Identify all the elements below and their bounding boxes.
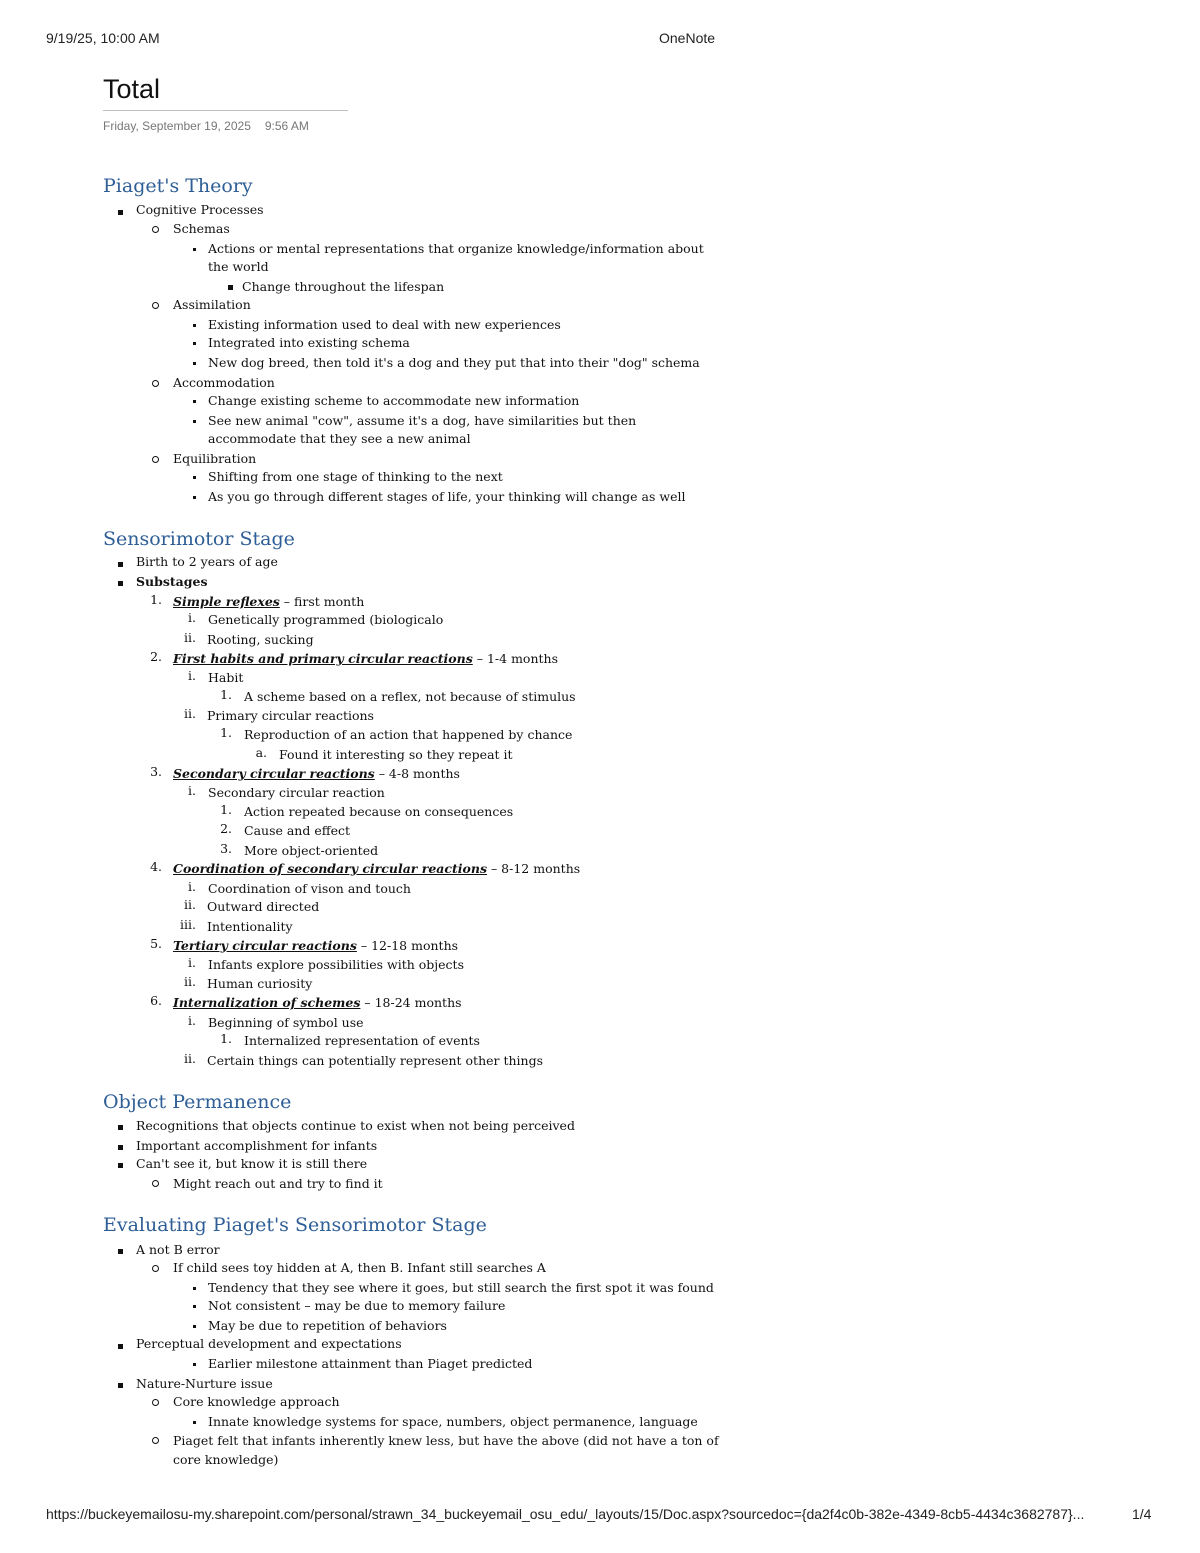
list-number: 1. [220,725,232,740]
list-number: i. [188,783,196,798]
list-number: 5. [150,936,162,951]
bullet-circle-icon [152,1437,159,1444]
list-item: As you go through different stages of life, your thinking will change as well [208,489,686,504]
bullet-dot-icon [193,1325,196,1328]
list-item: Change throughout the lifespan [242,279,445,294]
list-number: ii. [184,1051,196,1066]
list-item: Recognitions that objects continue to exist when not being perceived [136,1118,575,1133]
bullet-square-icon [118,1344,123,1349]
list-item: Integrated into existing schema [208,335,410,350]
list-item: Nature-Nurture issue [136,1376,273,1391]
list-number: 2. [150,649,162,664]
list-item-continuation: the world [208,259,269,274]
list-item: Primary circular reactions [207,708,374,723]
list-item: Earlier milestone attainment than Piaget predicted [208,1356,533,1371]
list-item-continuation: accommodate that they see a new animal [208,431,471,446]
bullet-square-icon [118,1125,123,1130]
bullet-dot-icon [193,1305,196,1308]
bullet-circle-icon [152,1265,159,1272]
print-header [0,30,1200,48]
substage-time: – 18-24 months [360,995,462,1010]
list-number: ii. [184,706,196,721]
bullet-dot-icon [193,400,196,403]
list-number: 1. [220,687,232,702]
bullet-circle-icon [152,1399,159,1406]
bullet-circle-icon [152,302,159,309]
list-number: i. [188,668,196,683]
bullet-square-icon [118,1383,123,1388]
substage-title: Simple reflexes [173,594,280,609]
list-number: 1. [150,592,162,607]
list-item: A not B error [136,1242,220,1257]
list-item: Assimilation [173,297,251,312]
bullet-square-icon [228,285,233,290]
bullet-dot-icon [193,1421,196,1424]
bullet-square-icon [118,1249,123,1254]
list-number: ii. [184,974,196,989]
list-item: Secondary circular reaction [208,785,385,800]
list-number: 3. [150,764,162,779]
bullet-square-icon [118,210,123,215]
list-item: Cause and effect [244,823,351,838]
section-heading-object-permanence: Object Permanence [103,1091,292,1113]
substage-title: Tertiary circular reactions [173,938,357,953]
list-item: Coordination of vison and touch [208,881,411,896]
substage-4 [173,859,580,878]
section-heading-sensorimotor: Sensorimotor Stage [103,528,295,550]
list-item: Core knowledge approach [173,1394,340,1409]
list-item-continuation: core knowledge) [173,1452,279,1467]
list-number: i. [188,610,196,625]
title-divider [103,110,348,111]
list-item: Schemas [173,221,230,236]
bullet-square-icon [118,562,123,567]
substage-1 [173,592,364,611]
bullet-dot-icon [193,324,196,327]
list-number: i. [188,1013,196,1028]
bullet-dot-icon [193,362,196,365]
page-time: 9:56 AM [264,119,309,133]
list-item: Human curiosity [207,976,313,991]
substage-6 [173,993,462,1012]
substage-time: – first month [279,594,365,609]
bullet-dot-icon [193,420,196,423]
print-datetime: 9/19/25, 10:00 AM [46,30,160,46]
page-url: https://buckeyemailosu-my.sharepoint.com/personal/strawn_34_buckeyemail_osu_edu/_layouts/15/Doc.aspx?sourcedoc={da2f4c0b-382e-4349-8cb5-4434c3682787}... [46,1506,1085,1522]
list-item: Actions or mental representations that organize knowledge/information about [208,241,704,256]
bullet-dot-icon [193,1287,196,1290]
substage-title: Internalization of schemes [173,995,361,1010]
list-number: 6. [150,993,162,1008]
list-item: Habit [208,670,244,685]
list-item: More object-oriented [244,843,379,858]
list-item: Shifting from one stage of thinking to the next [208,469,503,484]
bullet-dot-icon [193,342,196,345]
section-heading-evaluating: Evaluating Piaget's Sensorimotor Stage [103,1214,487,1236]
list-number: 1. [220,1031,232,1046]
list-number: a. [255,745,267,760]
list-item: A scheme based on a reflex, not because of stimulus [244,689,576,704]
substage-title: Secondary circular reactions [173,766,375,781]
page-title: Total [103,74,161,104]
bullet-circle-icon [152,226,159,233]
list-number: 4. [150,859,162,874]
print-app-name: OneNote [659,30,716,46]
bullet-dot-icon [193,476,196,479]
bullet-dot-icon [193,248,196,251]
page-date [103,119,309,133]
list-item: Innate knowledge systems for space, numbers, object permanence, language [208,1414,698,1429]
list-item: May be due to repetition of behaviors [208,1318,447,1333]
substage-2 [173,649,558,668]
page-number: 1/4 [1132,1506,1152,1522]
list-item: Reproduction of an action that happened by chance [244,727,573,742]
list-number: ii. [184,630,196,645]
list-item: Piaget felt that infants inherently knew less, but have the above (did not have a ton of [173,1433,719,1448]
list-number: 3. [220,841,232,856]
bullet-circle-icon [152,456,159,463]
list-item: Certain things can potentially represent other things [207,1053,544,1068]
list-item: Not consistent – may be due to memory failure [208,1298,506,1313]
substage-time: – 4-8 months [374,766,460,781]
list-item: See new animal "cow", assume it's a dog, have similarities but then [208,413,637,428]
list-item: Perceptual development and expectations [136,1336,402,1351]
bullet-square-icon [118,1145,123,1150]
substage-5 [173,936,458,955]
list-item: Found it interesting so they repeat it [279,747,513,762]
list-item: Existing information used to deal with new experiences [208,317,561,332]
bullet-square-icon [118,1163,123,1168]
list-number: 2. [220,821,232,836]
substage-time: – 12-18 months [356,938,459,953]
list-item: Tendency that they see where it goes, but still search the first spot it was found [208,1280,714,1295]
list-item: Genetically programmed (biologicalo [208,612,444,627]
bullet-square-icon [118,581,123,586]
list-item: Accommodation [173,375,275,390]
list-item: Might reach out and try to find it [173,1176,383,1191]
list-item: Infants explore possibilities with objects [208,957,464,972]
list-item: Can't see it, but know it is still there [136,1156,368,1171]
substage-title: First habits and primary circular reactions [173,651,473,666]
list-item: Important accomplishment for infants [136,1138,378,1153]
bullet-dot-icon [193,496,196,499]
list-item: Birth to 2 years of age [136,554,278,569]
substage-3 [173,764,460,783]
list-number: i. [188,879,196,894]
substage-time: – 1-4 months [472,651,558,666]
list-number: 1. [220,802,232,817]
list-item: New dog breed, then told it's a dog and they put that into their "dog" schema [208,355,700,370]
bullet-dot-icon [193,1363,196,1366]
list-item: Change existing scheme to accommodate new information [208,393,580,408]
list-item: Outward directed [207,899,320,914]
list-item: Action repeated because on consequences [244,804,514,819]
section-heading-piaget: Piaget's Theory [103,175,253,197]
list-number: i. [188,955,196,970]
substage-time: – 8-12 months [486,861,581,876]
bullet-circle-icon [152,1180,159,1187]
bullet-circle-icon [152,380,159,387]
list-item: If child sees toy hidden at A, then B. Infant still searches A [173,1260,546,1275]
list-number: ii. [184,897,196,912]
list-item: Substages [136,574,208,589]
list-item: Cognitive Processes [136,202,264,217]
list-item: Beginning of symbol use [208,1015,364,1030]
list-number: iii. [180,917,196,932]
list-item: Internalized representation of events [244,1033,480,1048]
list-item: Rooting, sucking [207,632,314,647]
print-footer [0,1506,1200,1524]
page-date-text: Friday, September 19, 2025 [103,119,251,133]
list-item: Intentionality [207,919,293,934]
list-item: Equilibration [173,451,257,466]
substage-title: Coordination of secondary circular reactions [173,861,487,876]
